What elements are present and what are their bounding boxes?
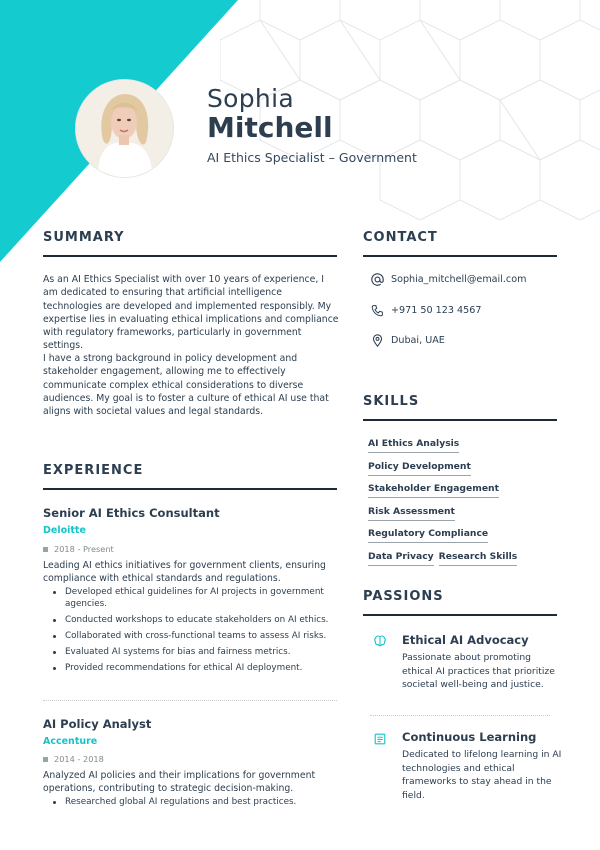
passion-title: Ethical AI Advocacy	[402, 633, 529, 647]
contact-location	[371, 334, 445, 347]
skill-tag: Stakeholder Engagement	[368, 483, 499, 498]
bullet-item: Evaluated AI systems for bias and fairness metrics.	[43, 647, 339, 659]
skill-tag: Research Skills	[439, 551, 518, 566]
passions-heading: PASSIONS	[363, 589, 444, 604]
passion-description: Dedicated to lifelong learning in AI technologies and ethical frameworks to stay ahead in the field.	[402, 749, 562, 801]
skills-list	[368, 438, 558, 573]
skills-heading: SKILLS	[363, 394, 420, 409]
contact-rule	[363, 255, 557, 257]
job-dates: 2014 - 2018	[43, 754, 104, 764]
profile-photo	[76, 80, 173, 177]
passion-divider	[370, 715, 550, 716]
job-title: AI Policy Analyst	[43, 717, 152, 731]
job-divider	[43, 700, 337, 701]
skill-tag: AI Ethics Analysis	[368, 438, 459, 453]
first-name: Sophia	[207, 84, 294, 113]
passion-title: Continuous Learning	[402, 730, 537, 744]
company-name: Deloitte	[43, 525, 86, 536]
brain-icon	[373, 634, 387, 648]
bullet-item: Provided recommendations for ethical AI deployment.	[43, 663, 339, 675]
job-description: Leading AI ethics initiatives for government clients, ensuring compliance with ethical standards and regulations.	[43, 560, 326, 584]
skill-tag: Policy Development	[368, 461, 471, 476]
bullet-item: Conducted workshops to educate stakeholders on AI ethics.	[43, 615, 339, 627]
company-name: Accenture	[43, 736, 98, 747]
job-role: AI Ethics Specialist – Government	[207, 150, 417, 165]
skill-tag: Risk Assessment	[368, 506, 455, 521]
phone-icon	[371, 304, 384, 317]
summary-paragraph-1: As an AI Ethics Specialist with over 10 years of experience, I am dedicated to ensuring that artificial intelligence technologies are developed and implemented responsibly. My expertise lies in evaluating ethical implications and compliance with regulatory frameworks, particularly in government settings.	[43, 274, 339, 352]
summary-heading: SUMMARY	[43, 230, 125, 245]
contact-heading: CONTACT	[363, 230, 438, 245]
job-bullets	[43, 797, 339, 813]
calendar-square-icon	[43, 547, 48, 552]
contact-email[interactable]	[371, 273, 526, 286]
bullet-item: Collaborated with cross-functional teams to assess AI risks.	[43, 631, 339, 643]
summary-rule	[43, 255, 337, 257]
experience-heading: EXPERIENCE	[43, 463, 144, 478]
job-title: Senior AI Ethics Consultant	[43, 506, 220, 520]
job-dates: 2018 - Present	[43, 544, 114, 554]
bullet-item: Developed ethical guidelines for AI projects in government agencies.	[43, 587, 339, 610]
passions-rule	[363, 614, 557, 616]
summary-paragraph-2: I have a strong background in policy development and stakeholder engagement, allowing me to effectively communicate complex ethical considerations to diverse audiences. My goal is to foster a culture of ethical AI use that aligns with societal values and legal standards.	[43, 353, 329, 418]
skill-tag: Regulatory Compliance	[368, 528, 488, 543]
location-text: Dubai, UAE	[391, 335, 445, 346]
at-icon	[371, 273, 384, 286]
skills-rule	[363, 419, 557, 421]
email-text: Sophia_mitchell@email.com	[391, 274, 527, 285]
bullet-item: Researched global AI regulations and best practices.	[43, 797, 339, 809]
passion-description: Passionate about promoting ethical AI practices that prioritize societal well-being and justice.	[402, 652, 555, 690]
location-pin-icon	[371, 334, 384, 347]
last-name: Mitchell	[207, 111, 333, 144]
experience-rule	[43, 488, 337, 490]
job-description: Analyzed AI policies and their implications for government operations, contributing to strategic decision-making.	[43, 770, 316, 794]
phone-text: +971 50 123 4567	[391, 305, 482, 316]
contact-phone[interactable]	[371, 304, 481, 317]
skill-tag: Data Privacy	[368, 551, 434, 566]
job-bullets	[43, 587, 339, 679]
book-icon	[373, 732, 387, 746]
calendar-square-icon	[43, 757, 48, 762]
